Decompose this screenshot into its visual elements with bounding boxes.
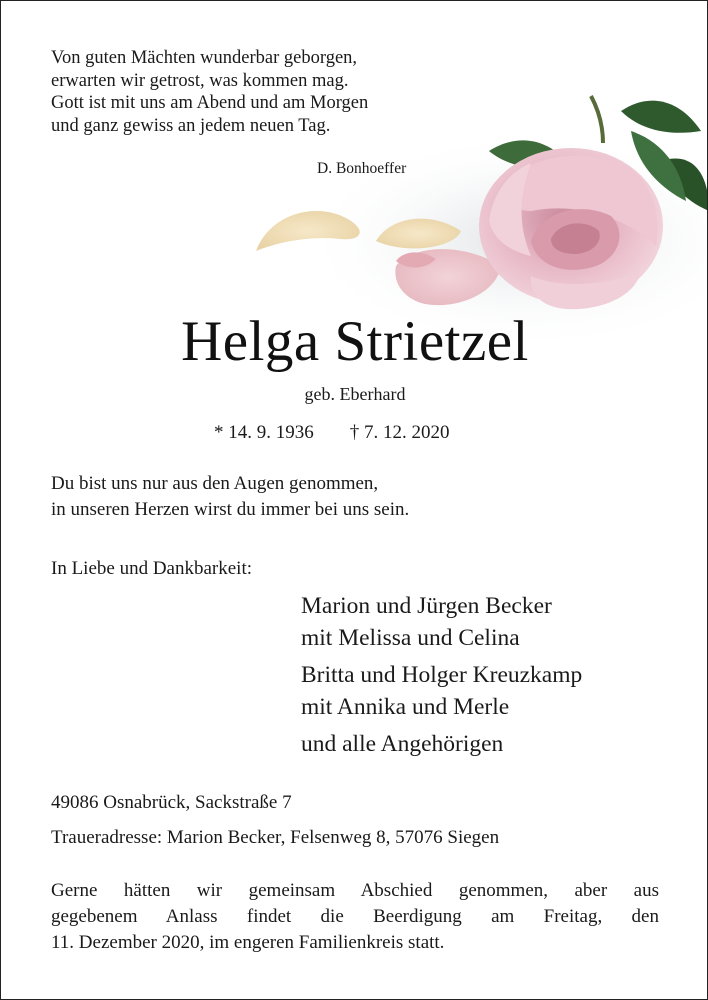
birth-date: * 14. 9. 1936 — [214, 422, 314, 443]
family-line: mit Melissa und Celina — [301, 625, 520, 651]
life-dates — [214, 422, 450, 444]
family-line: mit Annika und Merle — [301, 694, 510, 720]
deceased-name: Helga Strietzel — [181, 310, 529, 373]
family-group — [301, 659, 582, 723]
quote-line: Du bist uns nur aus den Augen genommen, — [51, 473, 379, 494]
family-list — [301, 590, 582, 760]
notice-line: Gerne hätten wir gemeinsam Abschied genommen, aber aus — [51, 880, 659, 901]
poem-line: Von guten Mächten wunderbar geborgen, — [51, 48, 358, 68]
poem-line: Gott ist mit uns am Abend und am Morgen — [51, 93, 369, 113]
quote-line: in unseren Herzen wirst du immer bei uns sein. — [51, 499, 410, 520]
all-relatives: und alle Angehörigen — [301, 731, 504, 757]
family-line: Britta und Holger Kreuzkamp — [301, 662, 583, 688]
mourning-address: Traueradresse: Marion Becker, Felsenweg 8, 57076 Siegen — [51, 827, 500, 848]
family-group — [301, 590, 582, 654]
poem — [51, 47, 368, 137]
maiden-name: geb. Eberhard — [304, 384, 406, 404]
funeral-notice — [51, 878, 659, 956]
notice-line: 11. Dezember 2020, im engeren Familienkreis statt. — [51, 932, 445, 953]
poem-line: erwarten wir getrost, was kommen mag. — [51, 70, 349, 91]
address: 49086 Osnabrück, Sackstraße 7 — [51, 792, 292, 813]
notice-line: gegebenem Anlass findet die Beerdigung am Freitag, den — [51, 906, 659, 927]
family-line: Marion und Jürgen Becker — [301, 593, 552, 619]
poem-line: und ganz gewiss an jedem neuen Tag. — [51, 115, 331, 136]
death-date: † 7. 12. 2020 — [349, 422, 450, 443]
memorial-quote — [51, 471, 409, 523]
poem-author: D. Bonhoeffer — [317, 160, 407, 177]
thanks-line: In Liebe und Dankbarkeit: — [51, 558, 253, 579]
